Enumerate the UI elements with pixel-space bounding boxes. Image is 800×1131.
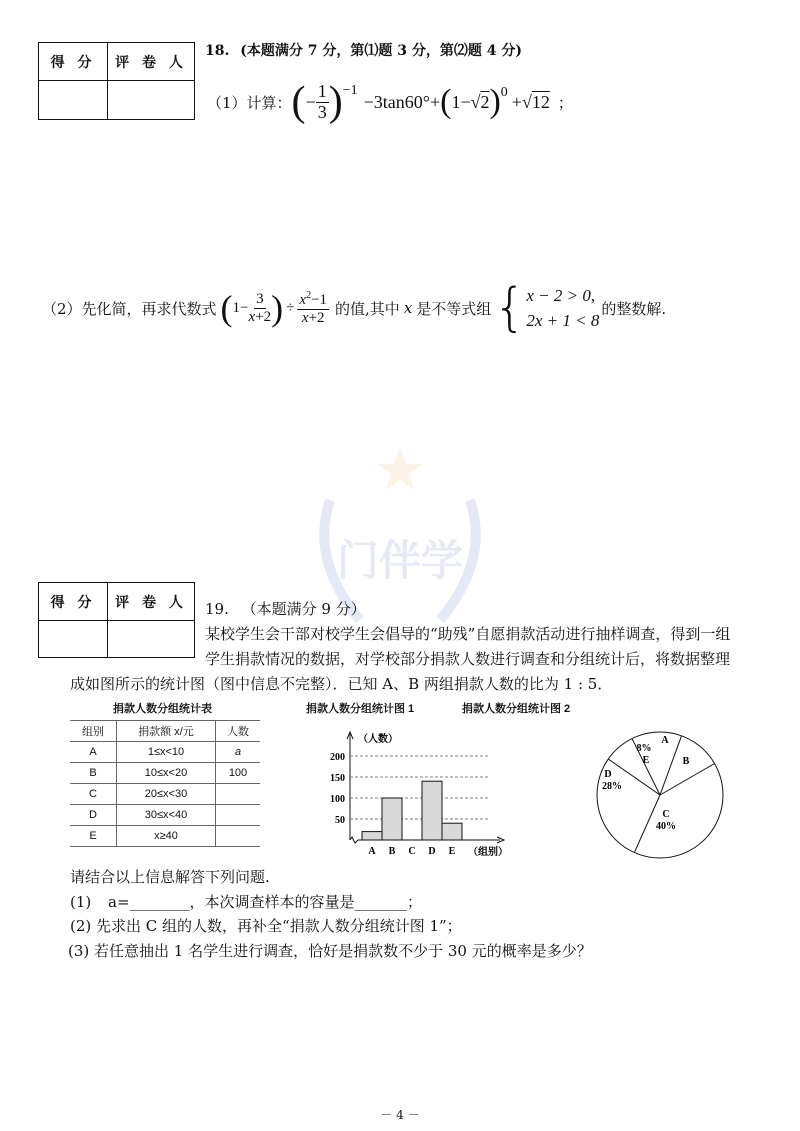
table-cell: 20≤x<30 bbox=[117, 784, 216, 805]
table-row bbox=[70, 784, 260, 805]
inequality-2: 2x + 1 < 8 bbox=[526, 311, 600, 330]
q19-sub1-line bbox=[70, 891, 422, 912]
table-row bbox=[70, 826, 260, 847]
table-cell: C bbox=[70, 784, 117, 805]
table-cell: 30≤x<40 bbox=[117, 805, 216, 826]
table-cell bbox=[216, 826, 261, 847]
grader-label: 评 卷 人 bbox=[108, 583, 195, 621]
table-row bbox=[70, 763, 260, 784]
table-cell: B bbox=[70, 763, 117, 784]
table-cell: D bbox=[70, 805, 117, 826]
q18-header: (本题满分 7 分，第⑴题 3 分，第⑵题 4 分) bbox=[240, 43, 522, 59]
y-axis-label: （人数） bbox=[358, 734, 398, 745]
q18-part2-end: 的整数解. bbox=[601, 299, 667, 318]
table-cell: 100 bbox=[216, 763, 261, 784]
x-axis-label: （组别） bbox=[468, 847, 508, 858]
q19-sub1: a=________，本次调查样本的容量是_______； bbox=[108, 893, 423, 911]
pie-label-a: A bbox=[661, 735, 669, 746]
bar-e bbox=[442, 823, 462, 840]
y-tick-label: 150 bbox=[330, 773, 345, 784]
pie-value-d: 28% bbox=[602, 781, 622, 792]
x-tick-label: E bbox=[448, 846, 456, 857]
bar-chart bbox=[300, 728, 510, 863]
q18-part1 bbox=[207, 72, 573, 132]
table-header-cell: 组别 bbox=[70, 721, 117, 742]
inequality-system: { x − 2 > 0, 2x + 1 < 8 bbox=[493, 278, 600, 338]
table-cell: 10≤x<20 bbox=[117, 763, 216, 784]
table-cell: 1≤x<10 bbox=[117, 742, 216, 763]
grader-cell[interactable] bbox=[108, 621, 195, 658]
q19-number: 19. bbox=[205, 600, 229, 618]
score-label: 得 分 bbox=[39, 583, 108, 621]
q19-sub1-number: (1) bbox=[70, 893, 92, 911]
table-cell: x≥40 bbox=[117, 826, 216, 847]
q18-part2 bbox=[42, 273, 666, 343]
q18-part2-intro: （2）先化简，再求代数式 bbox=[42, 299, 217, 318]
q19-line3: 成如图所示的统计图（图中信息不完整）．已知 A、B 两组捐款人数的比为 1 : 5． bbox=[70, 675, 613, 693]
pie-label-b: B bbox=[682, 756, 690, 767]
y-tick-label: 100 bbox=[330, 794, 345, 805]
score-cell[interactable] bbox=[39, 621, 108, 658]
score-box-q18 bbox=[38, 42, 195, 120]
q19-header-line bbox=[205, 598, 366, 619]
pie-label-e: E bbox=[642, 755, 650, 766]
bar-b bbox=[382, 798, 402, 840]
x-tick-label: C bbox=[408, 846, 416, 857]
q18-number: 18. bbox=[205, 43, 230, 59]
table-header-cell: 人数 bbox=[216, 721, 261, 742]
bar-a bbox=[362, 832, 382, 840]
pie-value-c: 40% bbox=[656, 821, 676, 832]
q19-prompt: 请结合以上信息解答下列问题. bbox=[70, 868, 270, 886]
table-header-row bbox=[70, 721, 260, 742]
q19-header: （本题满分 9 分） bbox=[241, 600, 366, 618]
chart2-caption: 捐款人数分组统计图 2 bbox=[462, 703, 571, 715]
q18-header-line bbox=[205, 40, 522, 60]
q18-part2-var: x bbox=[403, 299, 413, 317]
table-cell bbox=[216, 805, 261, 826]
pie-chart bbox=[590, 725, 730, 865]
score-box-q19 bbox=[38, 582, 195, 658]
page-number: － 4 － bbox=[380, 1108, 420, 1122]
q18-part2-expression: ( 1− $\frac{3}{x+2}$ ) ÷ $\frac{x^2-1}{x+2}$ bbox=[220, 288, 328, 328]
table-cell bbox=[216, 784, 261, 805]
table-row bbox=[70, 742, 260, 763]
x-tick-label: B bbox=[388, 846, 396, 857]
inequality-1: x − 2 > 0, bbox=[526, 285, 596, 305]
pie-label-c: C bbox=[662, 809, 670, 820]
q19-line1: 某校学生会干部对校学生会倡导的“助残”自愿捐款活动进行抽样调查，得到一组 bbox=[205, 625, 731, 643]
stat-table bbox=[70, 720, 260, 847]
y-tick-label: 200 bbox=[330, 752, 345, 763]
table-cell: a bbox=[216, 742, 261, 763]
grader-cell[interactable] bbox=[108, 81, 195, 120]
bar-d bbox=[422, 781, 442, 840]
score-cell[interactable] bbox=[39, 81, 108, 120]
chart1-caption: 捐款人数分组统计图 1 bbox=[306, 703, 415, 715]
score-label: 得 分 bbox=[39, 43, 108, 81]
x-tick-label: D bbox=[428, 846, 436, 857]
table-cell: A bbox=[70, 742, 117, 763]
q18-part1-label: （1）计算： bbox=[207, 93, 292, 112]
x-tick-label: A bbox=[368, 846, 376, 857]
q18-part1-tail: ； bbox=[557, 93, 573, 112]
q18-part1-expression: ( − $\frac{1}{3}$ ) $^{-1}$ −3tan60°+ ( 1−√2 ) $^0$ +√12 bbox=[291, 79, 550, 125]
y-tick-label: 50 bbox=[335, 815, 345, 826]
q18-part2-mid: 的值,其中 bbox=[335, 299, 400, 318]
q19-sub3: (3) 若任意抽出 1 名学生进行调查，恰好是捐款数不少于 30 元的概率是多少？ bbox=[68, 942, 592, 960]
table-row bbox=[70, 805, 260, 826]
pie-label-d: D bbox=[604, 769, 612, 780]
pie-value-e: 8% bbox=[636, 743, 652, 754]
table-header-cell: 捐款额 x/元 bbox=[117, 721, 216, 742]
grader-label: 评 卷 人 bbox=[108, 43, 195, 81]
q19-line2: 学生捐款情况的数据，对学校部分捐款人数进行调查和分组统计后，将数据整理 bbox=[205, 650, 731, 668]
q19-sub2: (2) 先求出 C 组的人数，再补全“捐款人数分组统计图 1”； bbox=[70, 917, 462, 935]
watermark-text: 门伴学 bbox=[336, 536, 464, 585]
table-cell: E bbox=[70, 826, 117, 847]
table-caption: 捐款人数分组统计表 bbox=[113, 703, 212, 715]
q18-part2-mid2: 是不等式组 bbox=[416, 299, 492, 318]
